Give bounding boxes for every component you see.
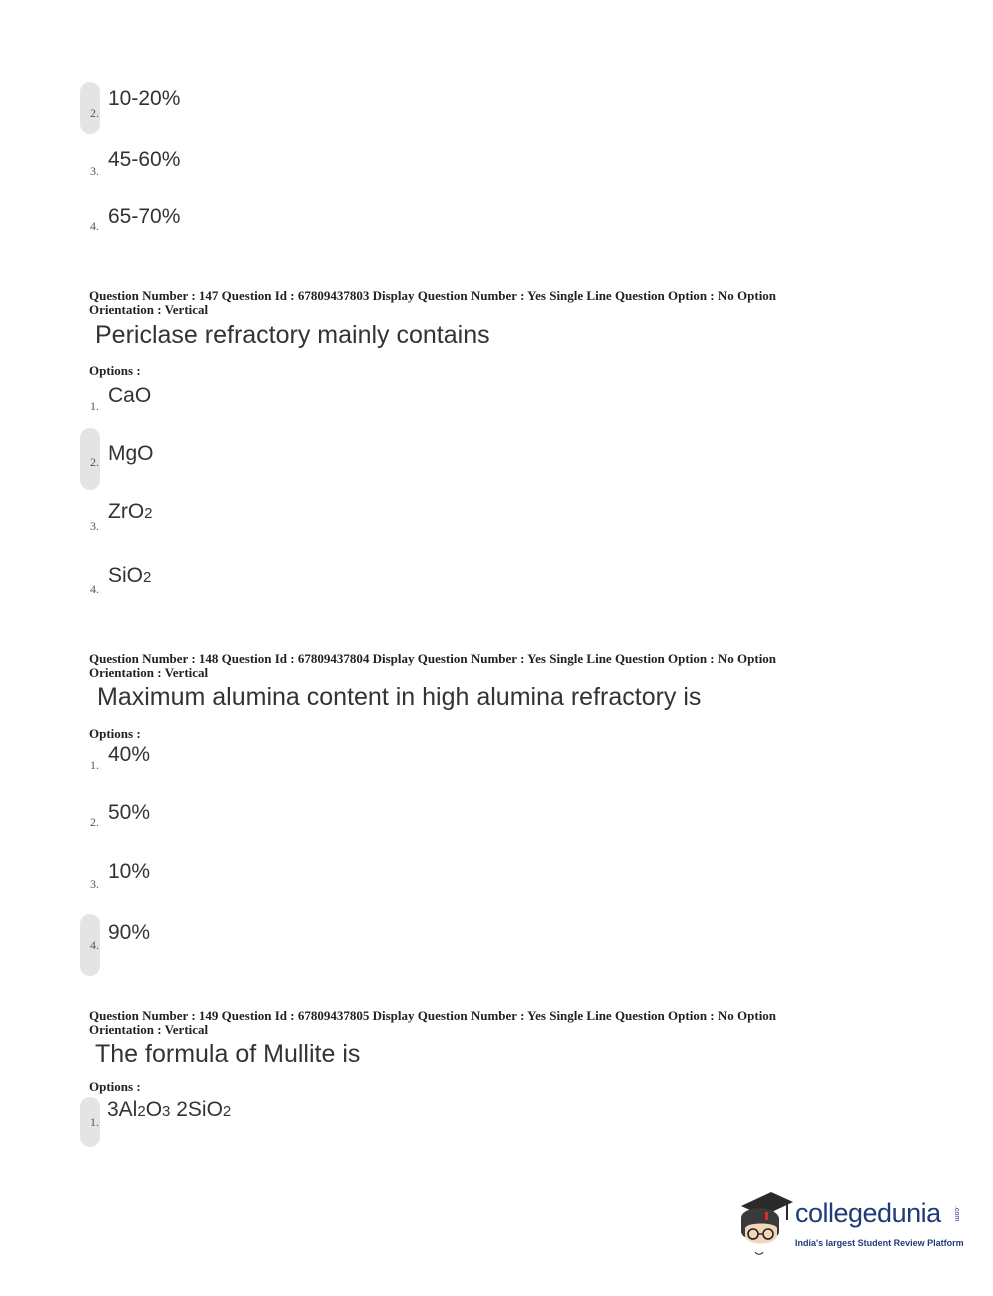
formula-part: 3Al: [107, 1098, 138, 1121]
question-meta: [89, 289, 889, 317]
question-meta-line1: Question Number : 149 Question Id : 67809437805 Display Question Number : Yes Single Line Question Option : No Option: [89, 1008, 777, 1023]
option-number: 1.: [90, 1115, 99, 1129]
formula-subscript: 2: [222, 1103, 232, 1120]
question-text: Maximum alumina content in high alumina refractory is: [97, 683, 702, 711]
option-number: 2.: [90, 106, 99, 120]
option-text: 10%: [108, 860, 151, 883]
option-text: 90%: [108, 921, 151, 944]
brand-dotcom: .com: [953, 1206, 960, 1222]
formula-subscript: 2: [137, 1103, 146, 1120]
option-text: [108, 500, 153, 524]
option-text: [108, 564, 151, 588]
option-number: 2.: [90, 815, 99, 829]
question-meta-line1: Question Number : 148 Question Id : 67809437804 Display Question Number : Yes Single Line Question Option : No Option: [89, 651, 777, 666]
mascot-icon: [735, 1188, 795, 1258]
option-number: 4.: [90, 582, 99, 596]
option-text: CaO: [108, 384, 152, 407]
formula-subscript: 2: [143, 569, 152, 586]
option-text: MgO: [108, 442, 154, 465]
option-number: 4.: [90, 938, 99, 952]
question-meta-line2: Orientation : Vertical: [89, 302, 209, 317]
option-text: 50%: [108, 801, 151, 824]
formula-subscript: 3: [162, 1103, 171, 1120]
option-number: 4.: [90, 219, 99, 233]
question-meta-line1: Question Number : 147 Question Id : 67809437803 Display Question Number : Yes Single Line Question Option : No Option: [89, 288, 777, 303]
formula-part: O: [145, 1098, 163, 1121]
options-label: Options :: [89, 1079, 141, 1094]
formula-subscript: 2: [144, 505, 153, 522]
option-text: 40%: [108, 743, 151, 766]
formula-part: 2SiO: [170, 1098, 223, 1121]
brand-name: collegedunia: [795, 1198, 941, 1228]
option-number: 3.: [90, 877, 99, 891]
option-text: 10-20%: [108, 87, 181, 110]
option-number: 2.: [90, 455, 99, 469]
brand-tagline: India's largest Student Review Platform: [795, 1238, 964, 1248]
option-text: 65-70%: [108, 205, 181, 228]
option-text: 45-60%: [108, 148, 181, 171]
option-text: [107, 1098, 231, 1122]
option-number: 3.: [90, 164, 99, 178]
question-meta: [89, 1009, 889, 1037]
formula-part: SiO: [108, 564, 144, 587]
formula-part: ZrO: [108, 500, 145, 523]
options-label: Options :: [89, 363, 141, 378]
collegedunia-logo[interactable]: [735, 1188, 965, 1258]
option-number: 1.: [90, 399, 99, 413]
question-text: Periclase refractory mainly contains: [95, 321, 490, 349]
question-meta: [89, 652, 889, 680]
question-meta-line2: Orientation : Vertical: [89, 1022, 209, 1037]
question-meta-line2: Orientation : Vertical: [89, 665, 209, 680]
question-text: The formula of Mullite is: [95, 1040, 361, 1068]
option-number: 3.: [90, 519, 99, 533]
options-label: Options :: [89, 726, 141, 741]
option-number: 1.: [90, 758, 99, 772]
